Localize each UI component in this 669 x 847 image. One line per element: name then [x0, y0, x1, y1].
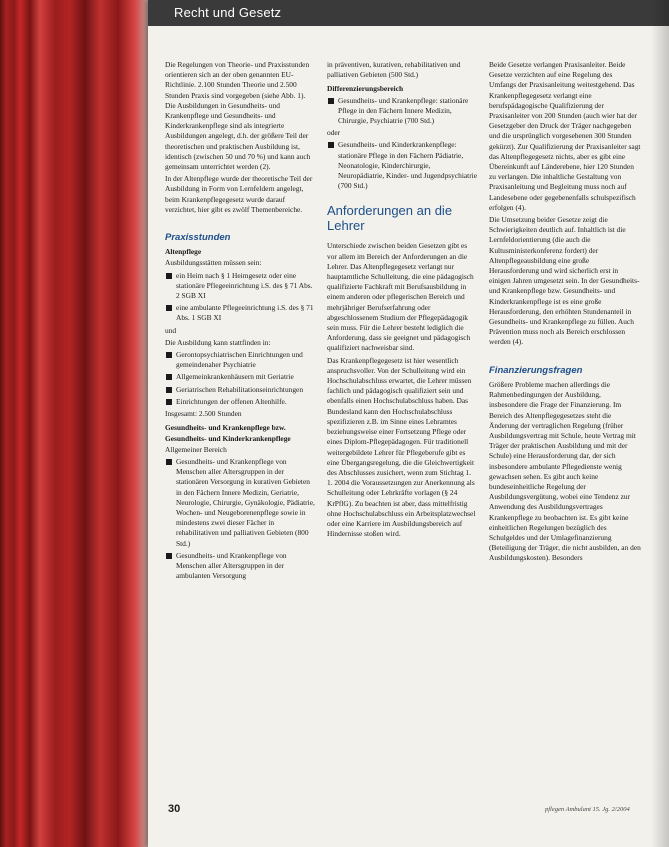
list-item: Einrichtungen der offenen Altenhilfe. — [165, 397, 315, 407]
list-item: Geriatrischen Rehabilitationseinrichtungen — [165, 385, 315, 395]
section-title: Recht und Gesetz — [174, 5, 282, 20]
bullet-list — [327, 96, 477, 127]
publication-source: pflegen Ambulant 15. Jg. 2/2004 — [545, 806, 630, 813]
text: in präventiven, kurativen, rehabilitativen und palliativen Gebieten (500 Std.) — [327, 60, 461, 80]
list-item: eine ambulante Pflegeeinrichtung i.S. des § 71 Abs. 1 SGB XI — [165, 303, 315, 323]
text: Ausbildungsstätten müssen sein: — [165, 258, 262, 268]
paragraph: Größere Probleme machen allerdings die Rahmenbedingungen der Ausbildung, insbesondere die Frage der Finanzierung. Im Bereich des Altenpflegegesetzes steht die Änderung der vertraglichen Regelung (früher Ausbildungsvertrag mit Schule, heute Vertrag mit Träger der praktischen Ausbildung und mit der Schule) eine Herausforderung dar, der sich insbesondere ambulante Pflegedienste wenig gewachsen sehen. Es gibt auch keine bundeseinheitliche Regelung der Ausbildungsvergütung, wobei eine Tendenz zur Anwendung des Ausbildungsvertrages Krankenpflege zu beobachten ist. Es gibt keine einheitlichen Regelungen bezüglich des Schulgeldes und der Umlagefinanzierung (Beteiligung der Träger, die nicht ausbilden, an den Ausbildungskosten). Besonders — [489, 379, 641, 563]
paragraph: In der Altenpflege wurde der theoretische Teil der Ausbildung in Form von Lernfeldern angelegt, beim Krankenpflegegesetz wurde darauf verzichtet, hier gibt es zwölf Themenbereiche. — [165, 174, 313, 214]
bullet-list — [165, 271, 315, 324]
bullet-list — [165, 350, 315, 407]
paragraph: Die Umsetzung beider Gesetze zeigt die Schwierigkeiten deutlich auf. Inhaltlich ist die Lernfeldorientierung (die auch die Kultusministerkonferenz fordert) der Altenpflegeausbildung eine große Herausforderung und wird sicherlich erst in einigen Jahren umgesetzt sein. In der Gesundheits- und Krankenpflege bzw. Gesundheits- und Kinderkrankenpflege ist es eine große Herausforderung, den erhöhten Stundenanteil in Gesundheits- und Krankenpflege zu füllen. Auch Prävention muss noch als Bereich erschlossen werden (4). — [489, 215, 640, 347]
column-2 — [327, 60, 477, 541]
section-heading-finanzierung: Finanzierungsfragen — [489, 364, 583, 376]
section-heading-anforderungen: Anforderungen an die Lehrer — [327, 203, 453, 234]
subheading-altenpflege: Altenpflege — [165, 247, 202, 257]
paragraph: Beide Gesetze verlangen Praxisanleiter. Beide Gesetze verzichten auf eine Regelung des Umfangs der Praxisanleitung weitestgehend. Das Krankenpflegegesetz verlangt eine berufspädagogische Qualifizierung der Praxisanleiter von 200 Stunden (auch wier hat der Gesetzgeber den Druck der Träger nachgegeben und die ursprünglich vorgesehenen 300 Stunden gekürzt). Zur Qualifizierung der Praxisanleiter sagt das Altenpflegegesetz nichts, aber es gibt eine Übereinkunft auf Länderebene, hier 120 Stunden zu verlangen. Die inhaltliche Gestaltung von Praxisanleitung und Begleitung muss noch auf Landesebene oder gegebenenfalls schulspezifisch erfolgen (4). — [489, 60, 641, 212]
text: Die Ausbildung kann stattfinden in: — [165, 337, 271, 347]
list-item: Gesundheits- und Kinderkrankenpflege: stationäre Pflege in den Fächern Pädiatrie, Neonatologie, Kinderchirurgie, Neuropädiatrie, Kinder- und Jugendpsychiatrie (700 Std.) — [327, 140, 477, 191]
bullet-list — [165, 457, 315, 581]
paragraph: Unterschiede zwischen beiden Gesetzen gibt es vor allem im Bereich der Anforderungen an die Lehrer. Das Altenpflegegesetz verlangt nur hauptamtliche Schulleitung, die eine pädagogisch qualifizierte Fachkraft mit Berufsausbildung in einem anderen oder pflegerischen Bereich und mehrjähriger Berufserfahrung oder abgeschlossenem Studium der Pflegepädagogik sein muss. Für die Lehrer besteht lediglich die Anforderung, dass sie geeignet und pädagogisch qualifiziert nachweisbar sind. — [327, 241, 474, 353]
list-item: Gesundheits- und Krankenpflege: stationäre Pflege in den Fächern Innere Medizin, Chirurgie, Psychiatrie (700 Std.) — [327, 96, 477, 127]
intro-paragraph: Die Regelungen von Theorie- und Praxisstunden orientieren sich an der oben genannten EU-Richtlinie. 2.100 Stunden Theorie und 2.500 Stunden Praxis sind vorgegeben (siehe Abb. 1). Die Ausbildungen in Gesundheits- und Krankenpflege und Gesundheits- und Kinderkrankenpflege sind als integrierte Ausbildungen angelegt, d.h. der größere Teil der theoretischen und praktischen Ausbildung ist, identisch (zwischen 50 und 70 %) und kann auch gemeinsam unterrichtet werden (2). — [165, 60, 311, 172]
list-item: Allgemeinkrankenhäusern mit Geriatrie — [165, 372, 315, 382]
bullet-list — [327, 140, 477, 191]
text: oder — [327, 128, 341, 138]
text: und — [165, 325, 177, 335]
text: Allgemeiner Bereich — [165, 444, 227, 454]
paragraph: Das Krankenpflegegesetz ist hier wesentlich anspruchsvoller. Von der Schulleitung wird ein Hochschulabschluss erwartet, die Lehrer müssen fachlich und pädagogisch qualifiziert sein und ebenfalls einen Hochschulabschluss haben. Das Bundesland kann den Hochschulabschluss spezifizieren z.B. im Sinne eines Lehramtes beziehungsweise einer Fortsetzung Pflege oder eines Diplom-Pflegepädagogen. Für traditionell weitergebildete Lehrer für Pflegeberufe gibt es eine Übergangsregelung, die die Gleichwertigkeit des Abschlusses zusichert, wenn zum Stichtag 1. 1. 2004 die Voraussetzungen zur Anerkennung als Schulleitung oder Lehrkräfte vorlagen (§ 24 KrPflG). Zu beachten ist aber, dass mittelfristig ohne Hochschulabschluss ein Arbeitsplatzwechsel oder eine Karriere im Ausbildungsbereich auf Hindernisse stoßen wird. — [327, 355, 476, 539]
list-item: ein Heim nach § 1 Heimgesetz oder eine stationäre Pflegeeinrichtung i.S. des § 71 Abs. 2 SGB XI — [165, 271, 315, 302]
subheading-differenzierung: Differenzierungsbereich — [327, 84, 404, 94]
column-3 — [489, 60, 641, 566]
column-1 — [165, 60, 315, 583]
list-item: Gesundheits- und Krankenpflege von Menschen aller Altersgruppen in der stationären Versorgung in kurativen Gebieten in den Fächern Innere Medizin, Geriatrie, Neurologie, Chirurgie, Gynäkologie, Pädiatrie, Wochen- und Neugeborenenpflege sowie in mindestens zwei dieser Fächer in rehabilitativen und palliativen Gebieten (800 Std.) — [165, 457, 315, 549]
subheading-krankenpflege: Gesundheits- und Krankenpflege bzw. Gesundheits- und Kinderkrankenpflege — [165, 423, 291, 443]
list-item: Gesundheits- und Krankenpflege von Menschen aller Altersgruppen in der ambulanten Versorgung — [165, 551, 315, 582]
page-shadow — [651, 0, 669, 847]
section-heading-praxisstunden: Praxisstunden — [165, 232, 231, 244]
book-page-edges — [0, 0, 150, 847]
total-hours: Insgesamt: 2.500 Stunden — [165, 409, 242, 419]
page-number: 30 — [168, 803, 181, 815]
list-item: Gerontopsychiatrischen Einrichtungen und gemeindenaher Psychiatrie — [165, 350, 315, 370]
